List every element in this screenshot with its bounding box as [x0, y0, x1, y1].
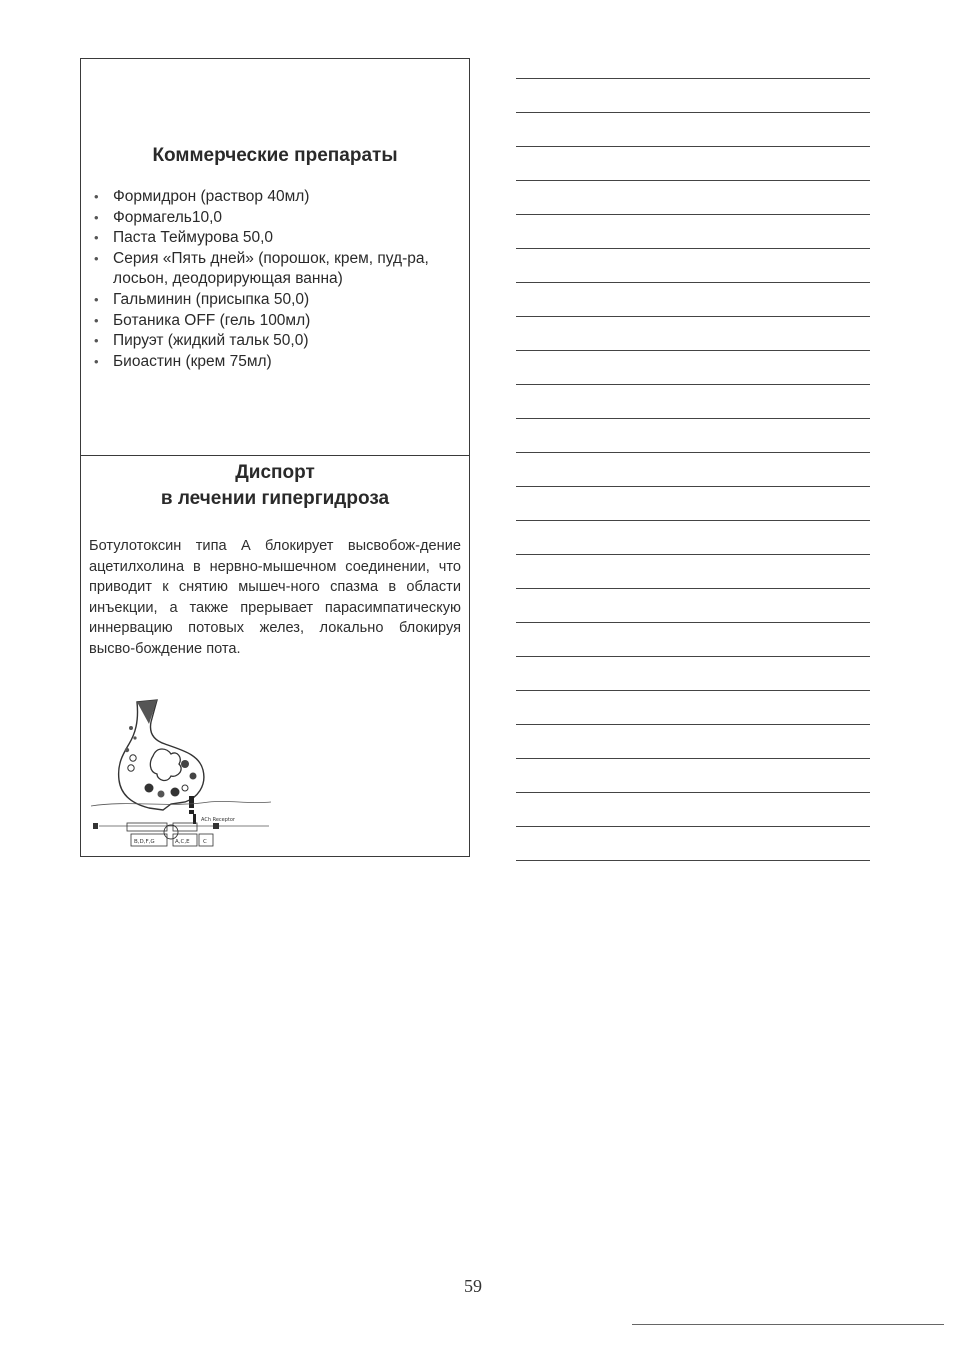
note-line [516, 78, 870, 79]
toxin-types-left: B,D,F,G [134, 839, 155, 845]
list-item: • Формагель10,0 [93, 208, 459, 229]
notes-lines [516, 78, 870, 894]
title-line-1: Диспорт [235, 462, 315, 483]
list-item: • Биоастин (крем 75мл) [93, 352, 459, 373]
drug-list [81, 187, 469, 372]
note-line [516, 554, 870, 555]
note-line [516, 826, 870, 827]
note-line [516, 146, 870, 147]
slide-dysport [80, 455, 470, 857]
list-item: • Пируэт (жидкий тальк 50,0) [93, 331, 459, 352]
note-line [516, 588, 870, 589]
list-item: • Ботаника OFF (гель 100мл) [93, 311, 459, 332]
note-line [516, 248, 870, 249]
slide-commercial-drugs [80, 58, 470, 456]
list-item: • Гальминин (присыпка 50,0) [93, 290, 459, 311]
list-item: • Паста Теймурова 50,0 [93, 228, 459, 249]
note-line [516, 282, 870, 283]
note-line [516, 180, 870, 181]
note-line [516, 656, 870, 657]
note-line [516, 418, 870, 419]
note-line [516, 316, 870, 317]
note-line [516, 350, 870, 351]
note-line [516, 520, 870, 521]
description-paragraph: Ботулотоксин типа А блокирует высвобож-дение ацетилхолина в нервно-мышечном соединении, что приводит к снятию мышеч-ного спазма в области инъекции, а также прерывает парасимпатическую иннервацию потовых желез, локально блокируя высво-бождение пота. [89, 538, 461, 657]
note-line [516, 622, 870, 623]
note-line [516, 860, 870, 861]
toxin-type-tail: C [203, 839, 207, 845]
note-line [516, 690, 870, 691]
list-item: • Серия «Пять дней» (порошок, крем, пуд-ра, лосьон, деодорирующая ванна) [93, 249, 459, 290]
synapse-diagram [89, 692, 274, 852]
note-line [516, 112, 870, 113]
note-line [516, 486, 870, 487]
page-number: 59 [464, 1276, 482, 1296]
note-line [516, 758, 870, 759]
toxin-types-right: A,C,E [175, 839, 190, 845]
note-line [516, 452, 870, 453]
note-line [516, 384, 870, 385]
title-line-2: в лечении гипергидроза [160, 488, 390, 509]
footer-rule [632, 1324, 944, 1325]
note-line [516, 214, 870, 215]
note-line [516, 792, 870, 793]
note-line [516, 724, 870, 725]
receptor-label: ACh Receptor [201, 817, 235, 823]
slide-title [81, 460, 469, 512]
list-item: • Формидрон (раствор 40мл) [93, 187, 459, 208]
slide-title: Коммерческие препараты [152, 145, 398, 166]
